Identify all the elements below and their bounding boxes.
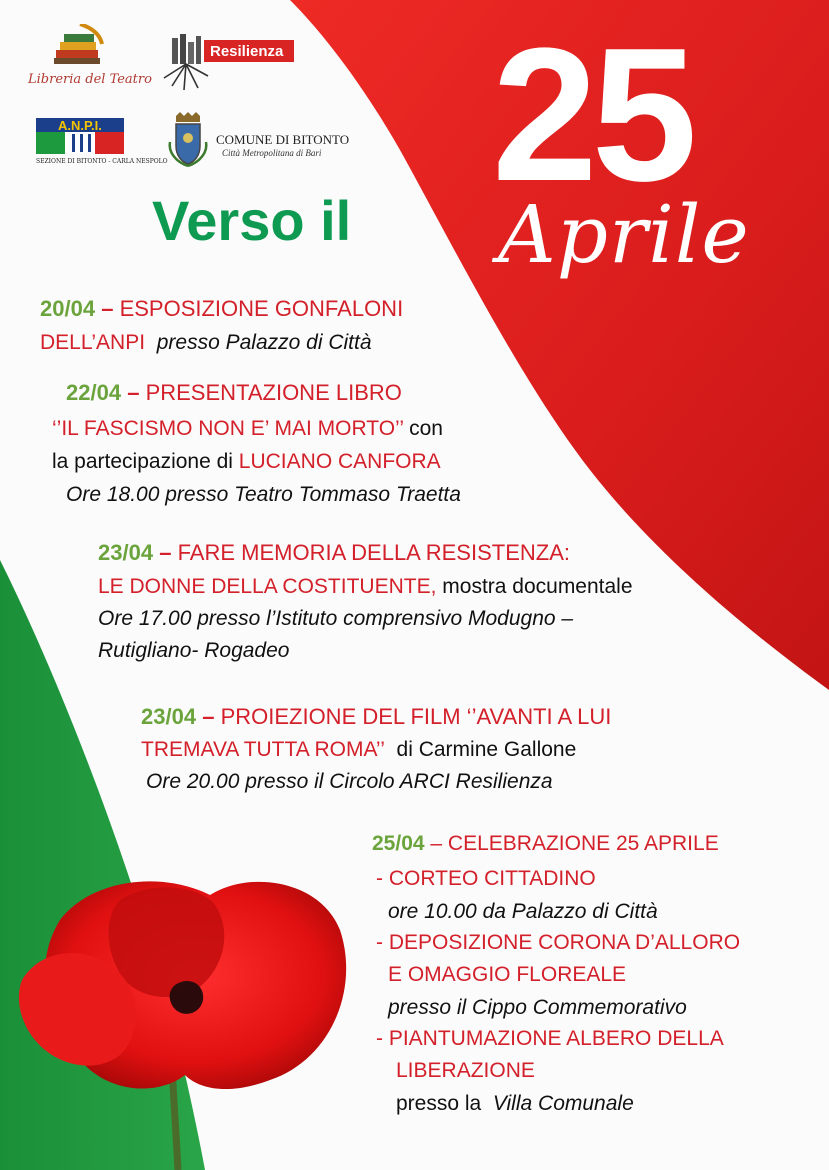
event-5-item-3-venue: Villa Comunale <box>492 1092 634 1115</box>
event-2-participation: la partecipazione di <box>52 450 233 473</box>
event-1-date: 20/04 <box>40 296 96 321</box>
month-script-title: Aprile <box>498 188 750 281</box>
event-2-book-title: ‘’IL FASCISMO NON E’ MAI MORTO’’ <box>52 417 404 440</box>
event-3-subtitle: LE DONNE DELLA COSTITUENTE, <box>98 575 437 598</box>
event-1-title-cont: DELL’ANPI <box>40 331 146 354</box>
event-5-item-2-cont: E OMAGGIO FLOREALE <box>388 963 627 986</box>
event-3-time-venue: Ore 17.00 presso l’Istituto comprensivo Modugno – <box>98 607 574 630</box>
event-4-date: 23/04 <box>141 704 197 729</box>
libreria-books-logo-icon <box>50 24 110 70</box>
anpi-logo <box>36 118 168 170</box>
event-2-dash: – <box>127 380 140 405</box>
anpi-logo-subtext: SEZIONE DI BITONTO - CARLA NESPOLO <box>36 158 168 165</box>
event-2-with: con <box>409 417 443 440</box>
event-1-dash: – <box>101 296 114 321</box>
anpi-logo-text: A.N.P.I. <box>58 118 102 133</box>
libreria-logo <box>28 24 152 92</box>
event-3-dash: – <box>159 540 172 565</box>
event-3-title: FARE MEMORIA DELLA RESISTENZA: <box>177 540 570 565</box>
bitonto-coat-of-arms-icon <box>166 112 210 168</box>
event-5-item-2: - DEPOSIZIONE CORONA D’ALLORO <box>376 931 741 954</box>
resilienza-logo-text: Resilienza <box>210 43 284 60</box>
event-5-item-3: - PIANTUMAZIONE ALBERO DELLA <box>376 1027 724 1050</box>
event-3-type: mostra documentale <box>442 575 633 598</box>
comune-logo-subtext: Città Metropolitana di Bari <box>222 148 322 158</box>
event-4-title: PROIEZIONE DEL FILM ‘’AVANTI A LUI <box>220 704 612 729</box>
event-4-dash: – <box>202 704 215 729</box>
event-5-date: 25/04 <box>372 832 425 855</box>
event-2-date: 22/04 <box>66 380 122 405</box>
event-5-item-2-detail: presso il Cippo Commemorativo <box>388 996 687 1019</box>
event-2-guest: LUCIANO CANFORA <box>238 450 441 473</box>
comune-logo-text: COMUNE DI BITONTO <box>216 132 350 147</box>
resilienza-logo <box>158 30 298 96</box>
event-5-item-1-detail: ore 10.00 da Palazzo di Città <box>388 900 658 923</box>
page-title: Verso il <box>152 189 352 252</box>
event-5-item-3-prefix: presso la <box>396 1092 482 1115</box>
big-day-number: 25 <box>492 9 692 221</box>
event-1-venue: presso Palazzo di Città <box>156 331 372 354</box>
event-5-item-3-cont: LIBERAZIONE <box>396 1059 535 1082</box>
event-2-title: PRESENTAZIONE LIBRO <box>145 380 402 405</box>
libreria-logo-text: Libreria del Teatro <box>28 72 152 87</box>
event-2-time-venue: Ore 18.00 presso Teatro Tommaso Traetta <box>66 483 461 506</box>
event-4-time-venue: Ore 20.00 presso il Circolo ARCI Resilienza <box>146 770 553 793</box>
event-3-date: 23/04 <box>98 540 154 565</box>
comune-logo <box>166 112 350 170</box>
event-5-title: – CELEBRAZIONE 25 APRILE <box>430 832 719 855</box>
event-3-venue-cont: Rutigliano- Rogadeo <box>98 639 290 662</box>
event-5-item-1: - CORTEO CITTADINO <box>376 867 596 890</box>
event-4-director: di Carmine Gallone <box>396 738 577 761</box>
event-1-title: ESPOSIZIONE GONFALONI <box>119 296 404 321</box>
event-4-film-title: TREMAVA TUTTA ROMA’’ <box>141 738 385 761</box>
